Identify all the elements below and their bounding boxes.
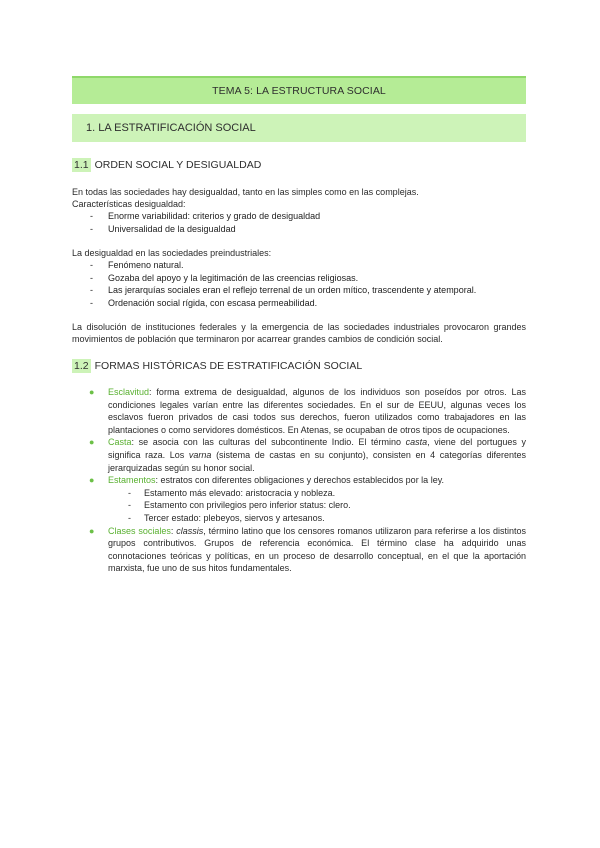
subheading-number: 1.1 [74,159,89,171]
preindustrial-list [72,259,526,309]
term-label: Estamentos [108,475,156,486]
term-label: Casta [108,437,132,448]
list-item: - Las jerarquías sociales eran el reflejo terrenal de un orden mítico, trascendente y atemporal. [90,285,477,295]
subheading-1-2 [72,359,526,373]
bullet-icon: ● [89,387,95,397]
list-item: - Universalidad de la desigualdad [90,223,236,234]
dissolution-paragraph: La disolución de instituciones federales y la emergencia de las sociedades industriales provocaron grandes movimientos de población que terminaron por acarrear grandes cambios de condición social. [72,322,526,344]
list-item: - Fenómeno natural. [90,260,184,270]
list-item: - Enorme variabilidad: criterios y grado de desigualdad [90,211,321,221]
section-heading-text: 1. LA ESTRATIFICACIÓN SOCIAL [86,122,256,134]
list-item: - Estamento con privilegios pero inferior status: clero. [128,500,351,511]
section-heading [72,114,526,142]
list-item: - Estamento más elevado: aristocracia y nobleza. [128,487,336,498]
list-item: - Gozaba del apoyo y la legitimación de las creencias religiosas. [90,272,359,283]
preindustrial-paragraph: La desigualdad en las sociedades preindustriales: [72,248,272,258]
document-title [72,76,526,104]
subheading-label: ORDEN SOCIAL Y DESIGUALDAD [94,159,262,171]
list-item-clases-sociales: ● Clases sociales: classis, término latino que los censores romanos utilizaron para referirse a los distintos grupos contributivos. Grupos de referencia económica. El término clase ha adquirido unas connotaciones teóricas y políticas, en un proceso de desarrollo conceptual, en el que la aportación marxista, fue uno de sus hitos fundamentales. [89,525,526,574]
list-item: - Ordenación social rígida, con escasa permeabilidad. [90,297,318,308]
bullet-icon: ● [89,437,95,448]
term-label: Clases sociales [108,525,171,536]
subheading-label: FORMAS HISTÓRICAS DE ESTRATIFICACIÓN SOCIAL [94,360,363,372]
term-label: Esclavitud [108,387,150,397]
bullet-icon: ● [89,475,95,486]
characteristics-list [72,210,526,235]
bullet-icon: ● [89,525,95,536]
subheading-1-1 [72,158,526,172]
list-item-casta: ● Casta: se asocia con las culturas del subcontinente Indio. El término casta, viene del portugues y significa raza. Los varna (sistema de castas en su conjunto), consisten en 4 categorías diferentes jerarquizadas según su honor social. [89,437,527,473]
intro-paragraph [72,186,526,210]
stratification-forms-list [72,386,526,575]
paragraph-line: Características desigualdad: [72,199,186,209]
estamentos-sublist [108,487,526,525]
list-item-esclavitud: ● Esclavitud: forma extrema de desigualdad, algunos de los individuos son poseídos por otros. Las condiciones legales varían entre las diferentes sociedades. En el sur de EEUU, algunas veces los esclavos fueron privados de casi todos sus derechos, fueron utilizados como trabajadores en las plantaciones o como servidores domésticos. En Atenas, se ocupaban de otros tipos de ocupaciones. [89,387,526,435]
list-item-estamentos: ● Estamentos: estratos con diferentes obligaciones y derechos establecidos por la ley. - Estamento más elevado: aristocracia y nobleza. - Estamento con privilegios pero inferior status: clero. - Tercer estado: plebeyos, siervos y artesanos. [72,474,526,524]
document-page [72,76,526,575]
paragraph-line: En todas las sociedades hay desigualdad, tanto en las simples como en las complejas. [72,187,419,197]
subheading-number: 1.2 [74,360,89,372]
document-title-text: TEMA 5: LA ESTRUCTURA SOCIAL [212,85,386,97]
list-item: - Tercer estado: plebeyos, siervos y artesanos. [128,512,325,523]
